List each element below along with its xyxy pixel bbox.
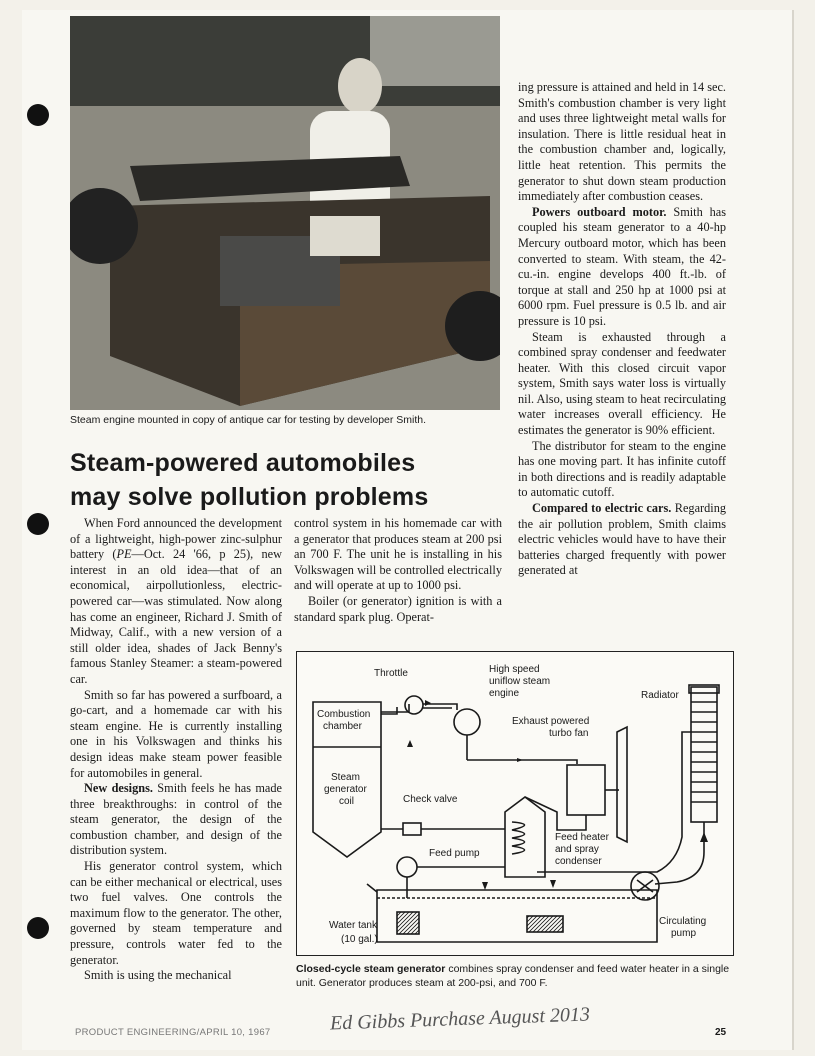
- label-engine: uniflow steam: [489, 676, 551, 687]
- fan-blades: [617, 727, 627, 842]
- paragraph: Steam is exhausted through a combined spray condenser and feedwater heater. With this closed circuit vapor system, Smith says water loss is virtually nil. Also, using steam to heat recirculating water increases overall efficiency. He estimates the generator is 90% efficient.: [518, 329, 726, 438]
- turbo-fan-box: [567, 765, 605, 815]
- label-heater: Feed heater: [555, 832, 609, 843]
- paragraph: The distributor for steam to the engine has one moving part. It has infinite cutoff in both directions and is readily adaptable to automatic cutoff.: [518, 438, 726, 500]
- label-check-valve: Check valve: [403, 794, 458, 805]
- throttle-valve: [405, 696, 423, 714]
- article-photo: [70, 16, 500, 410]
- label-heater: condenser: [555, 856, 602, 867]
- label-tank: (10 gal.): [341, 934, 378, 945]
- binder-hole: [27, 917, 49, 939]
- paragraph: Smith so far has powered a surfboard, a go-cart, and a homemade car with his steam engine. He is currently installing one in his Volkswagen and thinks his design ideas make steam power feasible for automobiles in general.: [70, 687, 282, 780]
- label-turbo: Exhaust powered: [512, 716, 590, 727]
- binder-hole: [27, 104, 49, 126]
- text-column-2: [294, 516, 502, 625]
- label-throttle: Throttle: [374, 668, 408, 679]
- label-coil: coil: [339, 796, 355, 807]
- page-number: 25: [715, 1027, 727, 1038]
- paragraph: control system in his homemade car with a generator that produces steam at 200 psi an 700 F. The unit he is installing in his Volkswagen will be controlled electrically and will operate at up to 1000 psi.: [294, 516, 502, 593]
- article-headline: [70, 446, 510, 514]
- label-circ-pump: Circulating: [659, 916, 707, 927]
- subhead: Powers outboard motor.: [532, 204, 667, 219]
- label-combustion: Combustion: [317, 709, 371, 720]
- condenser-shape: [505, 797, 545, 877]
- label-coil: generator: [324, 784, 367, 795]
- label-tank: Water tank: [329, 920, 377, 931]
- diagram-caption: Closed-cycle steam generator combines spray condenser and feed water heater in a single unit. Generator produces steam at 200-psi, and 700 F.: [296, 963, 730, 989]
- engine-shape: [454, 709, 480, 735]
- caption-title: Closed-cycle steam generator: [296, 963, 446, 975]
- label-engine: engine: [489, 688, 520, 699]
- page-footer: PRODUCT ENGINEERING/APRIL 10, 1967: [75, 1027, 271, 1038]
- paragraph: Smith is using the mechanical: [84, 968, 232, 983]
- paragraph: Powers outboard motor. Smith has coupled his steam generator to a 40-hp Mercury outboard motor, which has been converted to steam. With steam, the 42-cu.-in. engine develops 400 ft.-lb. of torque at stall and 250 hp at 1000 psi at 6000 rpm. Fuel pressure is 0.5 lb. and air pressure is 10 psi.: [518, 204, 726, 328]
- label-coil: Steam: [331, 772, 360, 783]
- paragraph: ing pressure is attained and held in 14 sec. Smith's combustion chamber is very light and uses three lightweight metal walls for insulation. There is little residual heat in the combustion chamber and, logically, little heat retention. This permits the generator to shut down steam production immediately after combustion ceases.: [518, 80, 726, 204]
- headline-line: may solve pollution problems: [70, 483, 429, 511]
- subhead: New designs.: [84, 781, 153, 796]
- check-valve-shape: [403, 823, 421, 835]
- photo-caption: Steam engine mounted in copy of antique car for testing by developer Smith.: [70, 414, 427, 426]
- label-circ-pump: pump: [671, 928, 697, 939]
- steam-generator-diagram: [296, 651, 734, 956]
- text-column-1: [70, 516, 282, 984]
- label-engine: High speed: [489, 664, 540, 675]
- label-radiator: Radiator: [641, 690, 679, 701]
- binder-hole: [27, 513, 49, 535]
- label-combustion: chamber: [323, 721, 362, 732]
- label-turbo: turbo fan: [549, 728, 589, 739]
- paragraph: His generator control system, which can be either mechanical or electrical, uses two fuel valves. One controls the maximum flow to the generator. The other, governed by steam temperature and pressure, controls water fed to the generator.: [70, 859, 282, 967]
- text-column-3: [518, 80, 726, 579]
- paragraph: New designs. Smith feels he has made three breakthroughs: in control of the steam generator, the design of the combustion chamber, and design of the distribution system.: [70, 781, 282, 858]
- paragraph: Boiler (or generator) ignition is with a standard spark plug. Operat-: [294, 593, 502, 624]
- subhead: Compared to electric cars.: [532, 501, 672, 516]
- paragraph: Compared to electric cars. Regarding the air pollution problem, Smith claims electric vehicles would have to have their batteries charged frequently with power generated at: [518, 501, 726, 578]
- paragraph: When Ford announced the development of a lightweight, high-power zinc-sulphur battery (PE—Oct. 24 '66, p 25), new interest in an old idea—that of an economical, airpollutionless, electric-powered car—was stimulated. Now along has come an engineer, Richard J. Smith of Midway, Calif., with a new version of a still older idea, shades of Jack Benny's famous Stanley Steamer: a steam-powered car.: [70, 516, 283, 686]
- label-heater: and spray: [555, 844, 599, 855]
- headline-line: Steam-powered automobiles: [70, 449, 416, 477]
- journal-ref: PE: [116, 547, 132, 562]
- handwritten-note: Ed Gibbs Purchase August 2013: [329, 1003, 591, 1035]
- label-feed-pump: Feed pump: [429, 848, 480, 859]
- feed-pump-shape: [397, 857, 417, 877]
